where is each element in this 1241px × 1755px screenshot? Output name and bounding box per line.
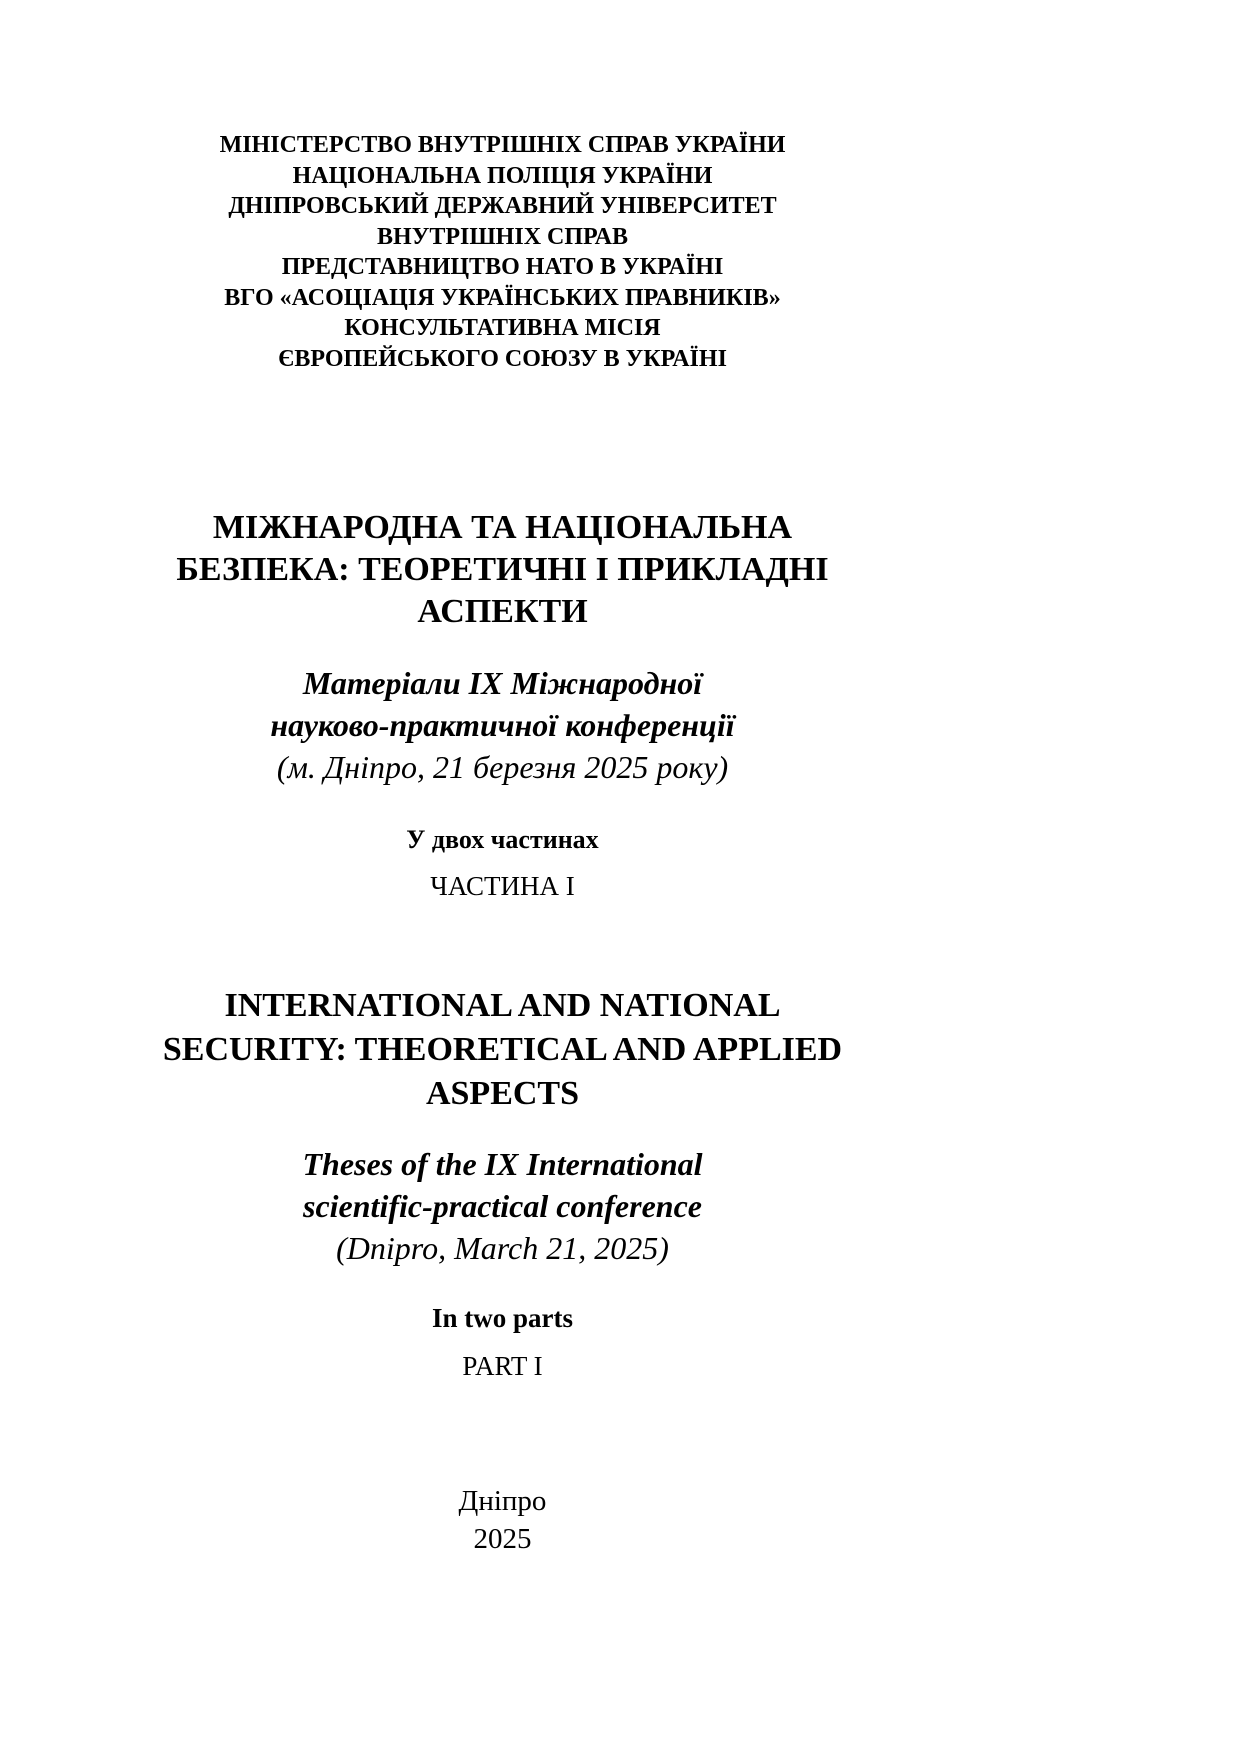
imprint-city: Дніпро: [458, 1485, 547, 1517]
english-title-line: INTERNATIONAL AND NATIONAL: [224, 987, 781, 1024]
english-title-line: ASPECTS: [425, 1075, 580, 1112]
imprint: [0, 1482, 1005, 1558]
ukrainian-event-details: (м. Дніпро, 21 березня 2025 року): [276, 749, 729, 785]
ukrainian-part-label: ЧАСТИНА І: [430, 871, 575, 901]
english-parts-note: In two parts: [431, 1303, 573, 1333]
english-subtitle-line: scientific-practical conference: [303, 1188, 702, 1224]
english-title: [0, 984, 1005, 1116]
ukrainian-parts-note: У двох частинах: [406, 825, 599, 854]
organization-line: НАЦІОНАЛЬНА ПОЛІЦІЯ УКРАЇНИ: [292, 162, 713, 189]
organization-line: КОНСУЛЬТАТИВНА МІСІЯ: [344, 315, 661, 341]
organization-line: МІНІСТЕРСТВО ВНУТРІШНІХ СПРАВ УКРАЇНИ: [219, 132, 786, 158]
ukrainian-subtitle-line: Матеріали IX Міжнародної: [302, 665, 703, 701]
ukrainian-subtitle-line: науково-практичної конференції: [270, 707, 735, 743]
organizations-block: [0, 130, 1005, 374]
organization-line: ПРЕДСТАВНИЦТВО НАТО В УКРАЇНІ: [281, 254, 724, 280]
imprint-year: 2025: [473, 1523, 532, 1555]
ukrainian-title-line: БЕЗПЕКА: ТЕОРЕТИЧНІ І ПРИКЛАДНІ: [176, 551, 829, 588]
organization-line: ДНІПРОВСЬКИЙ ДЕРЖАВНИЙ УНІВЕРСИТЕТ: [228, 193, 777, 219]
ukrainian-subtitle: [0, 662, 1005, 788]
english-subtitle: [0, 1143, 1005, 1269]
ukrainian-title-line: АСПЕКТИ: [417, 593, 588, 630]
organization-line: ЄВРОПЕЙСЬКОГО СОЮЗУ В УКРАЇНІ: [278, 345, 727, 372]
ukrainian-title-line: МІЖНАРОДНА ТА НАЦІОНАЛЬНА: [212, 509, 793, 546]
organization-line: ВНУТРІШНІХ СПРАВ: [377, 223, 628, 250]
english-subtitle-line: Theses of the IX International: [302, 1146, 703, 1182]
english-event-details: (Dnipro, March 21, 2025): [336, 1230, 669, 1266]
english-title-line: SECURITY: THEORETICAL AND APPLIED: [162, 1031, 843, 1068]
ukrainian-title: [0, 507, 1005, 633]
english-part-label: PART I: [462, 1351, 543, 1381]
organization-line: ВГО «АСОЦІАЦІЯ УКРАЇНСЬКИХ ПРАВНИКІВ»: [224, 284, 781, 311]
